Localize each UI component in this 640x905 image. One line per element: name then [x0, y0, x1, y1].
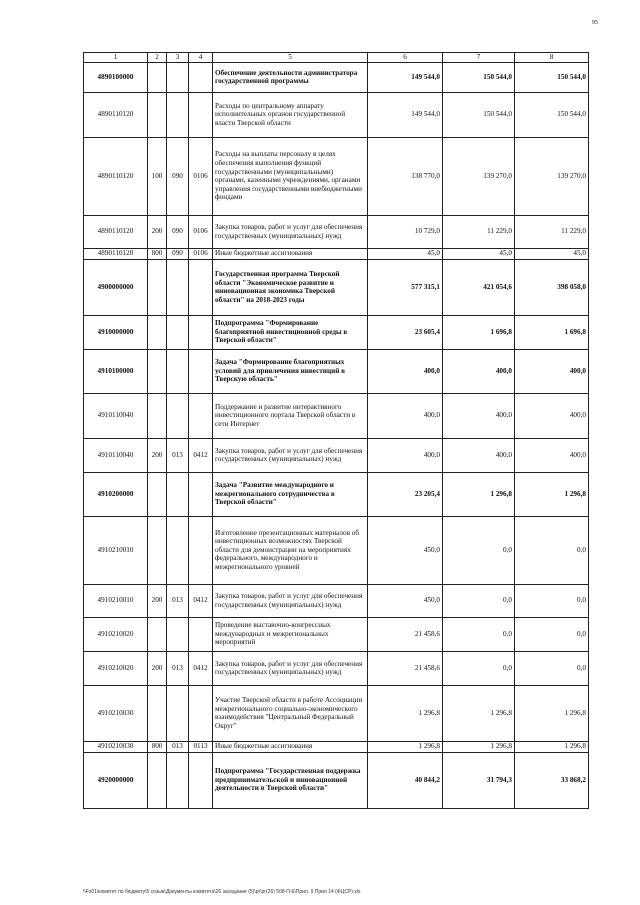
table-row	[84, 685, 589, 741]
cell-section	[189, 393, 213, 438]
cell-name: Закупка товаров, работ и услуг для обеспечения государственных (муниципальных) нужд	[213, 584, 368, 617]
cell-section	[189, 349, 213, 393]
cell-administrator	[167, 472, 189, 516]
cell-administrator	[167, 349, 189, 393]
cell-expense-type	[148, 315, 167, 349]
cell-administrator	[167, 685, 189, 741]
cell-amount-col8: 45,0	[515, 248, 589, 259]
cell-name: Участие Тверской области в работе Ассоциации межрегионального социально-экономического взаимодействия "Центральный Федеральный Округ"	[213, 685, 368, 741]
cell-expense-type: 800	[148, 741, 167, 752]
table-row	[84, 92, 589, 137]
cell-name: Расходы по центральному аппарату исполнительных органов государственной власти Тверской области	[213, 92, 368, 137]
cell-amount-col8: 1 696,8	[515, 315, 589, 349]
cell-amount-col6: 23 605,4	[368, 315, 443, 349]
cell-amount-col7: 421 054,6	[443, 259, 515, 315]
cell-section	[189, 315, 213, 349]
cell-section: 0106	[189, 137, 213, 215]
table-row	[84, 349, 589, 393]
cell-name: Обеспечение деятельности администратора государственной программы	[213, 62, 368, 92]
cell-target-article: 4910110040	[84, 438, 148, 472]
cell-amount-col6: 400,0	[368, 393, 443, 438]
cell-expense-type	[148, 349, 167, 393]
cell-target-article: 4910000000	[84, 315, 148, 349]
cell-amount-col8: 400,0	[515, 393, 589, 438]
cell-amount-col6: 1 296,8	[368, 741, 443, 752]
cell-target-article: 4910110040	[84, 393, 148, 438]
cell-expense-type: 200	[148, 584, 167, 617]
cell-amount-col7: 0,0	[443, 584, 515, 617]
column-header: 7	[443, 53, 515, 63]
cell-target-article: 4910210030	[84, 741, 148, 752]
cell-administrator: 013	[167, 438, 189, 472]
table-row	[84, 215, 589, 248]
cell-amount-col6: 45,0	[368, 248, 443, 259]
table-header-row	[84, 53, 589, 63]
cell-expense-type	[148, 393, 167, 438]
cell-expense-type	[148, 685, 167, 741]
cell-section	[189, 685, 213, 741]
cell-amount-col8: 1 296,8	[515, 741, 589, 752]
cell-name: Закупка товаров, работ и услуг для обеспечения государственных (муниципальных) нужд	[213, 215, 368, 248]
cell-administrator: 013	[167, 651, 189, 685]
cell-name: Закупка товаров, работ и услуг для обеспечения государственных (муниципальных) нужд	[213, 651, 368, 685]
cell-administrator: 090	[167, 137, 189, 215]
cell-amount-col6: 577 315,1	[368, 259, 443, 315]
cell-administrator	[167, 62, 189, 92]
cell-expense-type: 200	[148, 438, 167, 472]
cell-amount-col7: 400,0	[443, 393, 515, 438]
cell-target-article: 4910210030	[84, 685, 148, 741]
cell-administrator	[167, 617, 189, 651]
cell-section	[189, 617, 213, 651]
table-row	[84, 584, 589, 617]
cell-expense-type	[148, 92, 167, 137]
cell-amount-col6: 400,0	[368, 438, 443, 472]
cell-amount-col7: 1 296,8	[443, 472, 515, 516]
cell-section: 0412	[189, 584, 213, 617]
cell-amount-col7: 400,0	[443, 349, 515, 393]
cell-amount-col8: 0,0	[515, 651, 589, 685]
cell-administrator	[167, 752, 189, 808]
cell-amount-col7: 1 296,8	[443, 741, 515, 752]
cell-amount-col7: 150 544,0	[443, 62, 515, 92]
cell-amount-col8: 0,0	[515, 617, 589, 651]
cell-section: 0106	[189, 248, 213, 259]
cell-amount-col7: 1 296,8	[443, 685, 515, 741]
cell-amount-col6: 23 205,4	[368, 472, 443, 516]
cell-target-article: 4910210010	[84, 584, 148, 617]
page-number: 95	[592, 20, 598, 26]
cell-amount-col8: 150 544,0	[515, 92, 589, 137]
table-row	[84, 617, 589, 651]
table-row	[84, 741, 589, 752]
cell-amount-col6: 149 544,0	[368, 62, 443, 92]
cell-section	[189, 62, 213, 92]
column-header: 5	[213, 53, 368, 63]
table-row	[84, 137, 589, 215]
cell-amount-col8: 0,0	[515, 516, 589, 584]
cell-amount-col8: 11 229,0	[515, 215, 589, 248]
cell-name: Иные бюджетные ассигнования	[213, 741, 368, 752]
cell-administrator	[167, 92, 189, 137]
cell-section	[189, 752, 213, 808]
cell-name: Закупка товаров, работ и услуг для обеспечения государственных (муниципальных) нужд	[213, 438, 368, 472]
cell-section	[189, 516, 213, 584]
cell-amount-col8: 400,0	[515, 438, 589, 472]
cell-amount-col6: 450,0	[368, 584, 443, 617]
column-header: 8	[515, 53, 589, 63]
cell-administrator: 013	[167, 584, 189, 617]
cell-amount-col7: 0,0	[443, 516, 515, 584]
cell-amount-col7: 11 229,0	[443, 215, 515, 248]
cell-section: 0412	[189, 438, 213, 472]
cell-target-article: 4890110120	[84, 248, 148, 259]
cell-name: Задача "Формирование благоприятных условий для привлечения инвестиций в Тверскую область"	[213, 349, 368, 393]
cell-name: Изготовление презентационных материалов об инвестиционных возможностях Тверской области для демонстрации на мероприятиях федерального, международного и межрегионального уровней	[213, 516, 368, 584]
cell-administrator: 090	[167, 215, 189, 248]
cell-administrator	[167, 516, 189, 584]
cell-amount-col7: 0,0	[443, 617, 515, 651]
cell-amount-col8: 400,0	[515, 349, 589, 393]
table-row	[84, 516, 589, 584]
cell-amount-col7: 0,0	[443, 651, 515, 685]
cell-amount-col7: 150 544,0	[443, 92, 515, 137]
table-row	[84, 393, 589, 438]
cell-amount-col6: 1 296,8	[368, 685, 443, 741]
cell-administrator	[167, 393, 189, 438]
cell-expense-type: 100	[148, 137, 167, 215]
cell-expense-type	[148, 516, 167, 584]
cell-target-article: 4910200000	[84, 472, 148, 516]
cell-amount-col7: 400,0	[443, 438, 515, 472]
cell-administrator: 013	[167, 741, 189, 752]
cell-amount-col6: 21 458,6	[368, 617, 443, 651]
cell-name: Проведение выставочно-конгрессных международных и межрегиональных мероприятий	[213, 617, 368, 651]
table-row	[84, 438, 589, 472]
table-row	[84, 248, 589, 259]
cell-amount-col6: 10 729,0	[368, 215, 443, 248]
cell-amount-col6: 138 770,0	[368, 137, 443, 215]
cell-target-article: 4920000000	[84, 752, 148, 808]
cell-expense-type	[148, 617, 167, 651]
cell-section: 0412	[189, 651, 213, 685]
cell-name: Поддержание и развитие интерактивного инвестиционного портала Тверской области в сети Интернет	[213, 393, 368, 438]
table-body	[84, 62, 589, 808]
cell-target-article: 4890110120	[84, 137, 148, 215]
cell-amount-col6: 40 844,2	[368, 752, 443, 808]
cell-amount-col8: 33 868,2	[515, 752, 589, 808]
cell-section: 0113	[189, 741, 213, 752]
table-row	[84, 651, 589, 685]
cell-amount-col8: 398 058,0	[515, 259, 589, 315]
cell-target-article: 4910210020	[84, 617, 148, 651]
budget-table	[83, 52, 589, 809]
cell-name: Иные бюджетные ассигнования	[213, 248, 368, 259]
cell-name: Задача "Развитие международного и межрегионального сотрудничества в Тверской области"	[213, 472, 368, 516]
cell-name: Подпрограмма "Государственная поддержка предпринимательской и инновационной деятельности в Тверской области"	[213, 752, 368, 808]
cell-amount-col7: 1 696,8	[443, 315, 515, 349]
column-header: 2	[148, 53, 167, 63]
cell-amount-col6: 21 458,6	[368, 651, 443, 685]
cell-name: Расходы на выплаты персоналу в целях обеспечения выполнения функций государственными (муниципальными) органами, казенными учреждениями, органами управления государственными внебюджетными фондами	[213, 137, 368, 215]
cell-section	[189, 259, 213, 315]
column-header: 1	[84, 53, 148, 63]
cell-amount-col6: 149 544,0	[368, 92, 443, 137]
column-header: 4	[189, 53, 213, 63]
cell-target-article: 4910210020	[84, 651, 148, 685]
cell-expense-type	[148, 472, 167, 516]
table-row	[84, 752, 589, 808]
cell-amount-col6: 450,0	[368, 516, 443, 584]
cell-target-article: 4890110120	[84, 92, 148, 137]
cell-amount-col8: 150 544,0	[515, 62, 589, 92]
cell-expense-type: 200	[148, 215, 167, 248]
table-row	[84, 259, 589, 315]
column-header: 3	[167, 53, 189, 63]
cell-section: 0106	[189, 215, 213, 248]
column-header: 6	[368, 53, 443, 63]
cell-amount-col6: 400,0	[368, 349, 443, 393]
cell-target-article: 4890100000	[84, 62, 148, 92]
cell-amount-col8: 0,0	[515, 584, 589, 617]
cell-target-article: 4900000000	[84, 259, 148, 315]
cell-section	[189, 92, 213, 137]
footer-file-path: \\Fs01\комитет по бюджету\5 созыв\Документы комитета\26 заседание (5)\pr\pr(26) 508-П-6\Прил. 9 Прил 14 (ФЦСР).xls	[83, 889, 361, 895]
table-row	[84, 315, 589, 349]
cell-expense-type	[148, 752, 167, 808]
cell-amount-col7: 31 794,3	[443, 752, 515, 808]
cell-amount-col8: 1 296,8	[515, 685, 589, 741]
cell-expense-type	[148, 62, 167, 92]
cell-target-article: 4910210010	[84, 516, 148, 584]
cell-expense-type	[148, 259, 167, 315]
cell-amount-col8: 139 270,0	[515, 137, 589, 215]
cell-amount-col7: 139 270,0	[443, 137, 515, 215]
cell-target-article: 4910100000	[84, 349, 148, 393]
cell-amount-col7: 45,0	[443, 248, 515, 259]
cell-administrator: 090	[167, 248, 189, 259]
cell-name: Государственная программа Тверской области "Экономическое развитие и инновационная экономика Тверской области" на 2018-2023 годы	[213, 259, 368, 315]
table-row	[84, 62, 589, 92]
cell-administrator	[167, 259, 189, 315]
cell-name: Подпрограмма "Формирование благоприятной инвестиционной среды в Тверской области"	[213, 315, 368, 349]
cell-expense-type: 800	[148, 248, 167, 259]
cell-administrator	[167, 315, 189, 349]
cell-expense-type: 200	[148, 651, 167, 685]
cell-section	[189, 472, 213, 516]
cell-target-article: 4890110120	[84, 215, 148, 248]
cell-amount-col8: 1 296,8	[515, 472, 589, 516]
table-row	[84, 472, 589, 516]
